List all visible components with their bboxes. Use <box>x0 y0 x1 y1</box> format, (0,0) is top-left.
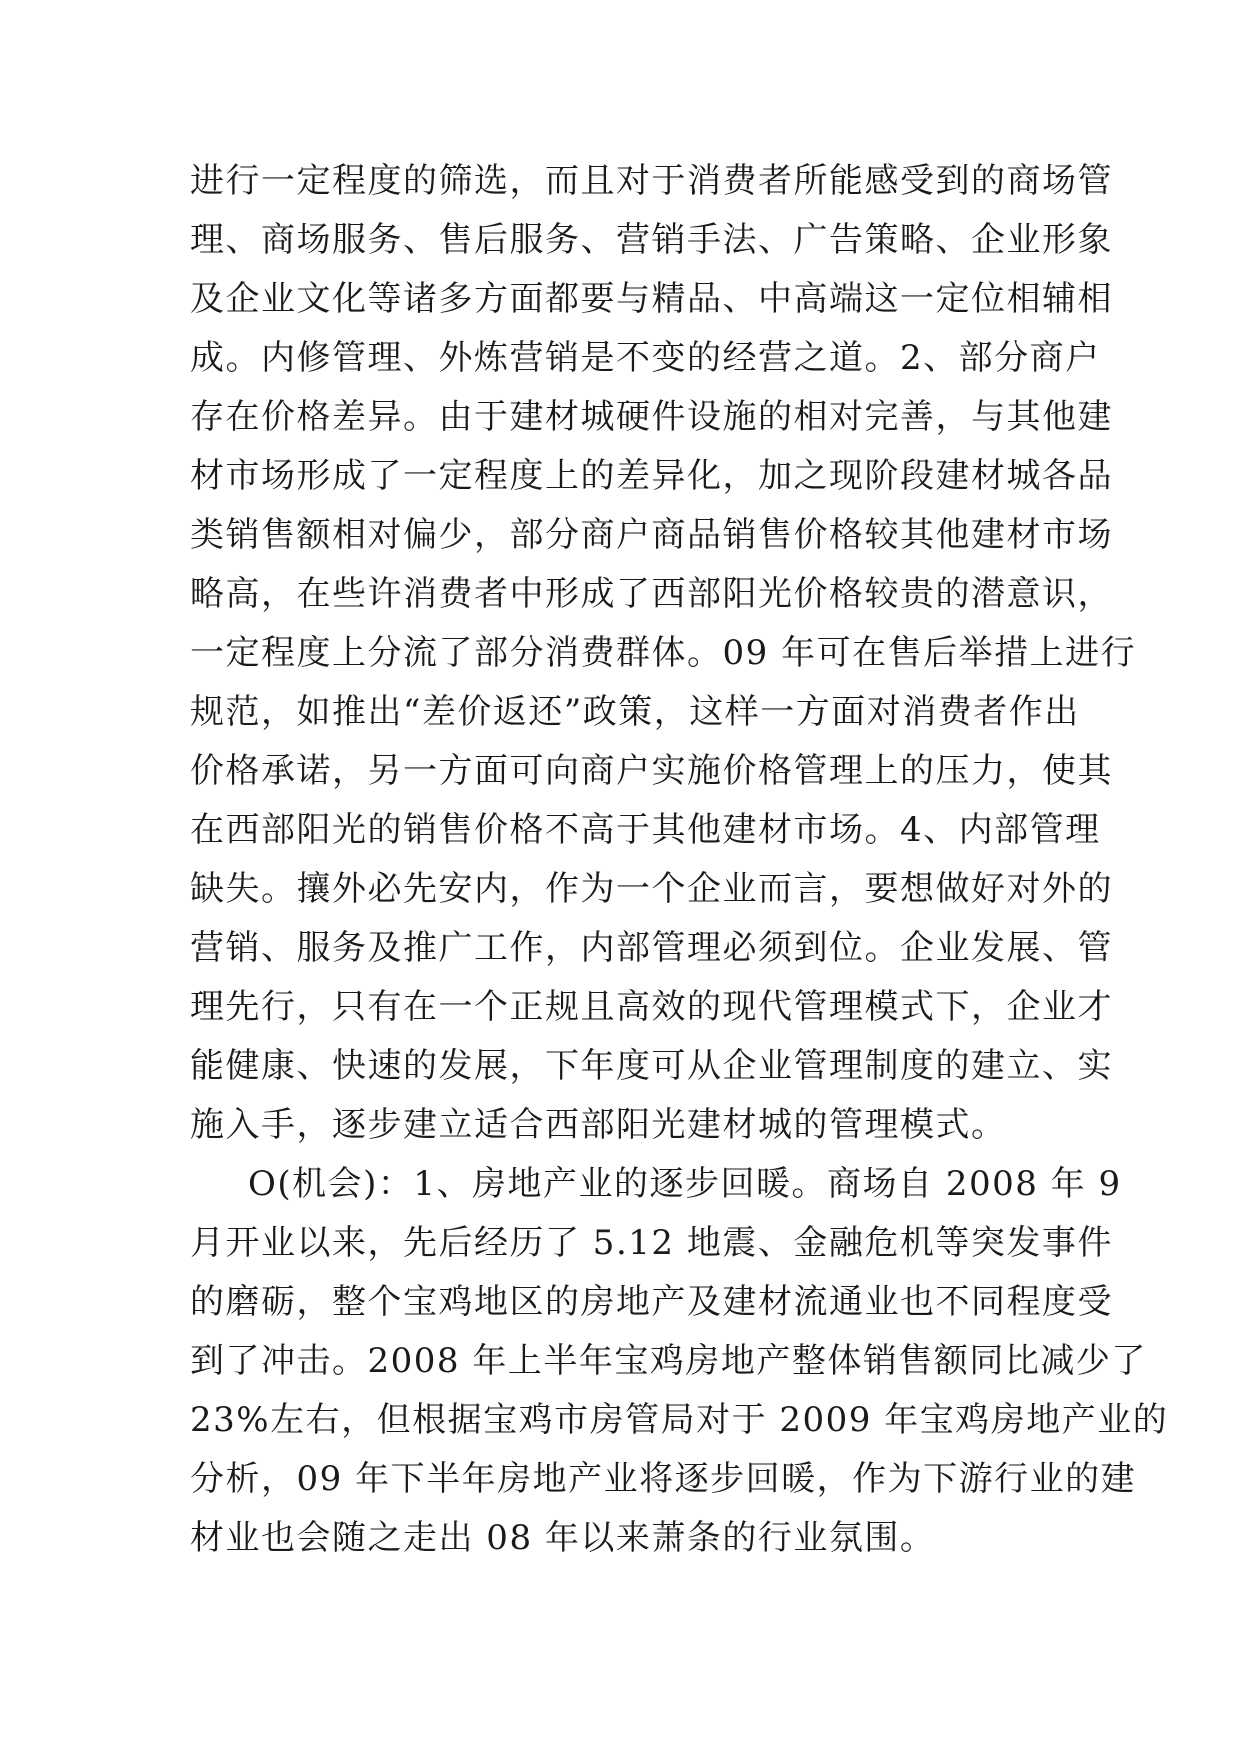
text-line: 月开业以来，先后经历了 5.12 地震、金融危机等突发事件 <box>190 1223 1113 1263</box>
text-line: 及企业文化等诸多方面都要与精品、中高端这一定位相辅相 <box>190 279 1113 319</box>
text-line: 缺失。攘外必先安内，作为一个企业而言，要想做好对外的 <box>190 869 1113 909</box>
text-line: 营销、服务及推广工作，内部管理必须到位。企业发展、管 <box>190 928 1113 968</box>
text-line: 价格承诺，另一方面可向商户实施价格管理上的压力，使其 <box>190 751 1113 791</box>
text-line: 理先行，只有在一个正规且高效的现代管理模式下，企业才 <box>190 987 1113 1027</box>
text-line: 能健康、快速的发展，下年度可从企业管理制度的建立、实 <box>190 1046 1113 1086</box>
text-line: 的磨砺，整个宝鸡地区的房地产及建材流通业也不同程度受 <box>190 1282 1113 1322</box>
text-line: 进行一定程度的筛选，而且对于消费者所能感受到的商场管 <box>190 161 1113 201</box>
text-line: 23%左右，但根据宝鸡市房管局对于 2009 年宝鸡房地产业的 <box>190 1400 1169 1440</box>
text-line: 存在价格差异。由于建材城硬件设施的相对完善，与其他建 <box>190 397 1113 437</box>
paragraph-first-line: O(机会)：1、房地产业的逐步回暖。商场自 2008 年 9 <box>248 1164 1122 1204</box>
text-line: 略高，在些许消费者中形成了西部阳光价格较贵的潜意识， <box>190 574 1113 614</box>
text-line: 施入手，逐步建立适合西部阳光建材城的管理模式。 <box>190 1105 1007 1145</box>
text-line: 规范，如推出“差价返还”政策，这样一方面对消费者作出 <box>190 692 1080 732</box>
text-line: 类销售额相对偏少，部分商户商品销售价格较其他建材市场 <box>190 515 1113 555</box>
text-line: 材业也会随之走出 08 年以来萧条的行业氛围。 <box>190 1518 936 1558</box>
text-line: 材市场形成了一定程度上的差异化，加之现阶段建材城各品 <box>190 456 1113 496</box>
text-line: 一定程度上分流了部分消费群体。09 年可在售后举措上进行 <box>190 633 1137 673</box>
text-line: 到了冲击。2008 年上半年宝鸡房地产整体销售额同比减少了 <box>190 1341 1147 1381</box>
text-line: 理、商场服务、售后服务、营销手法、广告策略、企业形象 <box>190 220 1113 260</box>
body-text <box>190 152 1169 1568</box>
text-line: 成。内修管理、外炼营销是不变的经营之道。2、部分商户 <box>190 338 1101 378</box>
text-line: 分析，09 年下半年房地产业将逐步回暖，作为下游行业的建 <box>190 1459 1137 1499</box>
text-line: 在西部阳光的销售价格不高于其他建材市场。4、内部管理 <box>190 810 1101 850</box>
